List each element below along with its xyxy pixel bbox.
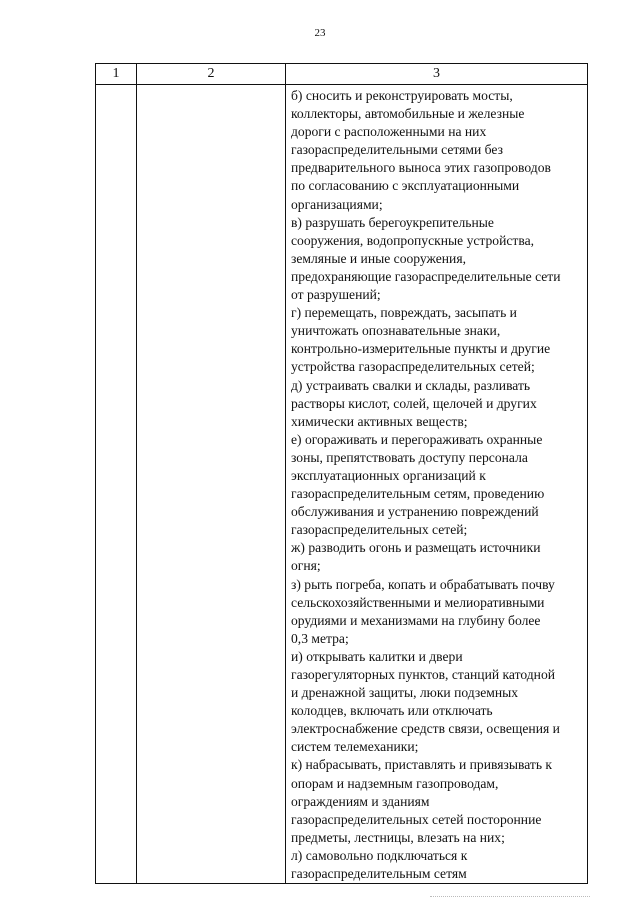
text-line: ограждениям и зданиям (291, 793, 430, 809)
table-row (96, 85, 588, 884)
text-line: г) перемещать, повреждать, засыпать и (291, 305, 517, 321)
text-line: колодцев, включать или отключать (291, 703, 493, 719)
text-line: от разрушений; (291, 287, 381, 303)
text-line: опорам и надземным газопроводам, (291, 775, 499, 791)
text-line: газораспределительных сетей посторонние (291, 811, 542, 827)
cell-column-1 (96, 85, 137, 884)
text-line: химически активных веществ; (291, 413, 468, 429)
text-line: по согласованию с эксплуатационными (291, 178, 520, 194)
text-line: организациями; (291, 196, 383, 212)
column-header-2: 2 (137, 64, 286, 85)
text-line: орудиями и механизмами на глубину более (291, 612, 541, 628)
text-line: и дренажной защиты, люки подземных (291, 685, 519, 701)
text-line: ж) разводить огонь и размещать источники (291, 540, 541, 556)
text-line: л) самовольно подключаться к (291, 847, 468, 863)
text-line: огня; (291, 558, 321, 574)
scan-artifact (430, 896, 590, 900)
text-line: дороги с расположенными на них (291, 124, 487, 140)
text-line: растворы кислот, солей, щелочей и других (291, 395, 537, 411)
text-line: газораспределительными сетями без (291, 142, 503, 158)
text-line: устройства газораспределительных сетей; (291, 359, 535, 375)
document-table (95, 63, 588, 884)
text-line: газорегуляторных пунктов, станций катодной (291, 667, 556, 682)
column-header-3: 3 (286, 64, 588, 85)
text-line: обслуживания и устранению повреждений (291, 504, 539, 520)
text-line: предохраняющие газораспределительные сети (291, 268, 561, 284)
table-header-row (96, 64, 588, 85)
text-line: предметы, лестницы, влезать на них; (291, 829, 505, 845)
text-line: систем телемеханики; (291, 739, 419, 755)
text-line: д) устраивать свалки и склады, разливать (291, 377, 531, 393)
text-line: и) открывать калитки и двери (291, 648, 463, 664)
text-line: электроснабжение средств связи, освещения и (291, 721, 560, 737)
text-line: е) огораживать и перегораживать охранные (291, 431, 543, 447)
text-line: сельскохозяйственными и мелиоративными (291, 594, 545, 610)
text-line: 0,3 метра; (291, 630, 349, 646)
text-line: в) разрушать берегоукрепительные (291, 214, 494, 230)
text-line: газораспределительных сетей; (291, 522, 468, 538)
prohibitions-list (286, 85, 587, 883)
text-line: эксплуатационных организаций к (291, 467, 486, 483)
text-line: сооружения, водопропускные устройства, (291, 232, 535, 248)
page-number: 23 (314, 27, 326, 39)
text-line: газораспределительным сетям (291, 866, 467, 882)
text-line: уничтожать опознавательные знаки, (291, 323, 501, 339)
text-line: контрольно-измерительные пункты и другие (291, 341, 551, 357)
text-line: к) набрасывать, приставлять и привязывать к (291, 757, 553, 773)
text-line: коллекторы, автомобильные и железные (291, 106, 525, 122)
text-line: б) сносить и реконструировать мосты, (291, 88, 513, 103)
text-line: земляные и иные сооружения, (291, 250, 466, 266)
text-line: предварительного выноса этих газопроводов (291, 160, 551, 176)
cell-column-2 (137, 85, 286, 884)
text-line: газораспределительным сетям, проведению (291, 486, 545, 502)
column-header-1: 1 (96, 64, 137, 85)
text-line: зоны, препятствовать доступу персонала (291, 449, 528, 465)
cell-column-3 (286, 85, 588, 884)
text-line: з) рыть погреба, копать и обрабатывать почву (291, 576, 555, 592)
